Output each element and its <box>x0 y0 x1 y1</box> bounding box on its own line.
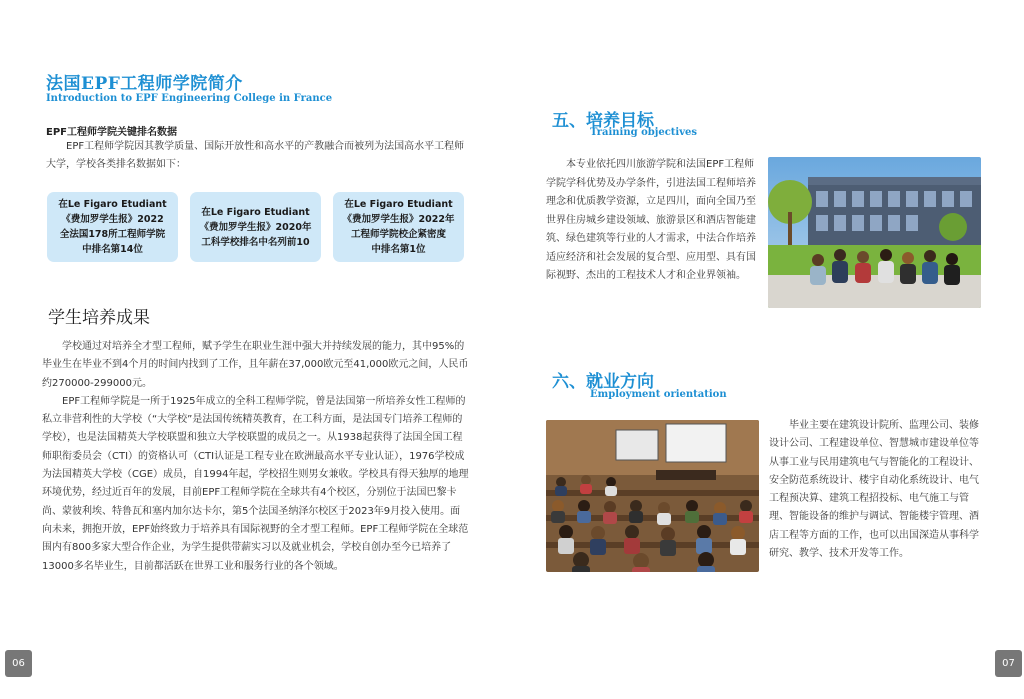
section6-title: 六、就业方向 <box>552 372 654 392</box>
section5-subtitle: Training objectives <box>590 127 698 138</box>
ranking-badge-2: 在Le Figaro Etudiant 《费加罗学生报》2020年 工科学校排名中名列前10 <box>190 192 321 262</box>
section6-subtitle: Employment orientation <box>590 389 727 400</box>
page-number-left: 06 <box>5 650 32 677</box>
ranking-heading: EPF工程师学院关键排名数据 <box>46 127 177 138</box>
outcomes-paragraph-1: 学校通过对培养全才型工程师，赋予学生在职业生涯中强大并持续发展的能力，其中95%的毕业生在毕业不到4个月的时间内找到了工作，且年薪在37,000欧元至41,000欧元之间，人民币约270000-299000元。 <box>42 341 469 389</box>
outcomes-heading: 学生培养成果 <box>48 308 150 328</box>
page-subtitle: Introduction to EPF Engineering College in France <box>46 93 333 104</box>
ranking-badge-1: 在Le Figaro Etudiant 《费加罗学生报》2022 全法国178所工程师学院 中排名第14位 <box>47 192 178 262</box>
section5-text: 本专业依托四川旅游学院和法国EPF工程师学院学科优势及办学条件，引进法国工程师培养理念和优质教学资源，立足四川，面向全国乃至世界住房城乡建设领域、旅游景区和酒店智能建筑、绿色建筑等行业的人才需求，中法合作培养适应经济和社会发展的复合型、应用型、具有国际视野、杰出的工程技术人才和企业界领袖。 <box>546 159 756 281</box>
section6-text: 毕业主要在建筑设计院所、监理公司、装修设计公司、工程建设单位、智慧城市建设单位等从事工业与民用建筑电气与智能化的工程设计、安全防范系统设计、楼宇自动化系统设计、电气工程预决算、建筑工程招投标、电气施工与管理、智能设备的维护与调试、智能楼宇管理、酒店工程等方面的工作，也可以出国深造从事科学研究、教学、技术开发等工作。 <box>769 420 979 560</box>
lecture-hall-photo <box>546 420 759 572</box>
outcomes-body <box>42 338 470 576</box>
ranking-intro: EPF工程师学院因其教学质量、国际开放性和高水平的产教融合而被列为法国高水平工程师大学，学校各类排名数据如下： <box>46 141 465 170</box>
ranking-badge-3: 在Le Figaro Etudiant 《费加罗学生报》2022年 工程师学院校企紧密度 中排名第1位 <box>333 192 464 262</box>
page-number-right: 07 <box>995 650 1022 677</box>
outcomes-paragraph-2: EPF工程师学院是一所于1925年成立的全科工程师学院，曾是法国第一所培养女性工程师的私立非营利性的大学校（“大学校”是法国传统精英教育，在工科方面，是法国专门培养工程师的学校），也是法国精英大学校联盟和独立大学校联盟的成员之一。从1938起获得了法国全国工程师职衔委员会（CTI）的资格认可（CTI认证是工程专业在欧洲最高水平专业认证），1976学校成为法国精英大学校（CGE）成员，自1994年起，学校招生则男女兼收。学校具有得天独厚的地理环境优势，经过近百年的发展，目前EPF工程师学院在全球共有4个校区，分别位于法国巴黎卡尚、蒙彼利埃、特鲁瓦和塞内加尔达卡尔，第5个法国圣纳泽尔校区于2023年9月投入使用。面向未来，拥抱开放，EPF始终致力于培养具有国际视野的全才型工程师。EPF工程师学院在全球范围内有800多家大型合作企业，为学生提供带薪实习以及就业机会，学校自创办至今已培养了13000多名毕业生，目前都活跃在世界工业和服务行业的各个领域。 <box>42 395 469 572</box>
section5-title: 五、培养目标 <box>552 111 654 131</box>
page-title: 法国EPF工程师学院简介 <box>46 74 243 94</box>
campus-photo <box>768 157 981 308</box>
